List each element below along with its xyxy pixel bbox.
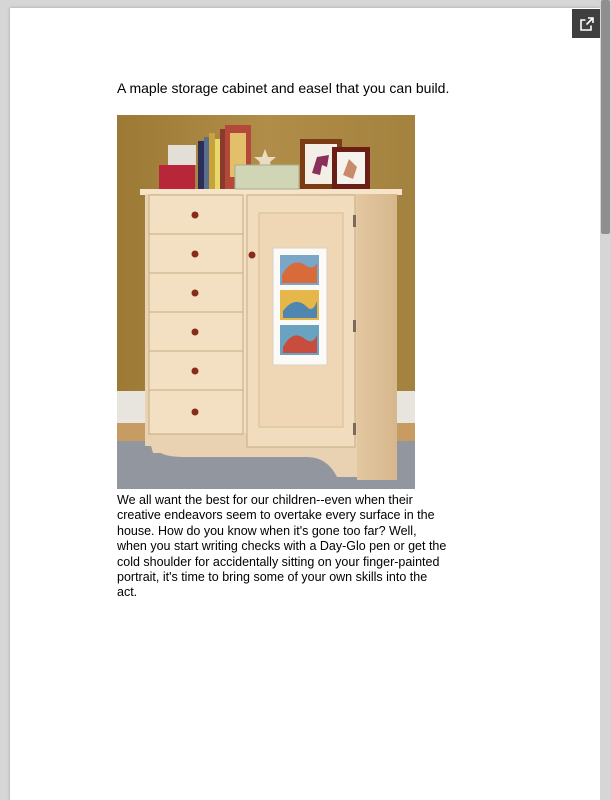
document-title: A maple storage cabinet and easel that you can build.: [117, 80, 450, 96]
open-in-new-icon: [579, 16, 595, 32]
article-paragraph: We all want the best for our children--even when their creative endeavors seem to overtake every surface in the house. How do you know when it's gone too far? Well, when you start writing checks with a Day-Glo pen or get the cold shoulder for accidentally sitting on your finger-painted portrait, it's time to bring some of your own skills into the act.: [117, 493, 447, 600]
maple-storage-cabinet-photo: [117, 115, 415, 489]
open-in-new-window-button[interactable]: [572, 9, 602, 38]
scrollbar-thumb[interactable]: [601, 0, 610, 234]
vertical-scrollbar[interactable]: [600, 0, 611, 800]
